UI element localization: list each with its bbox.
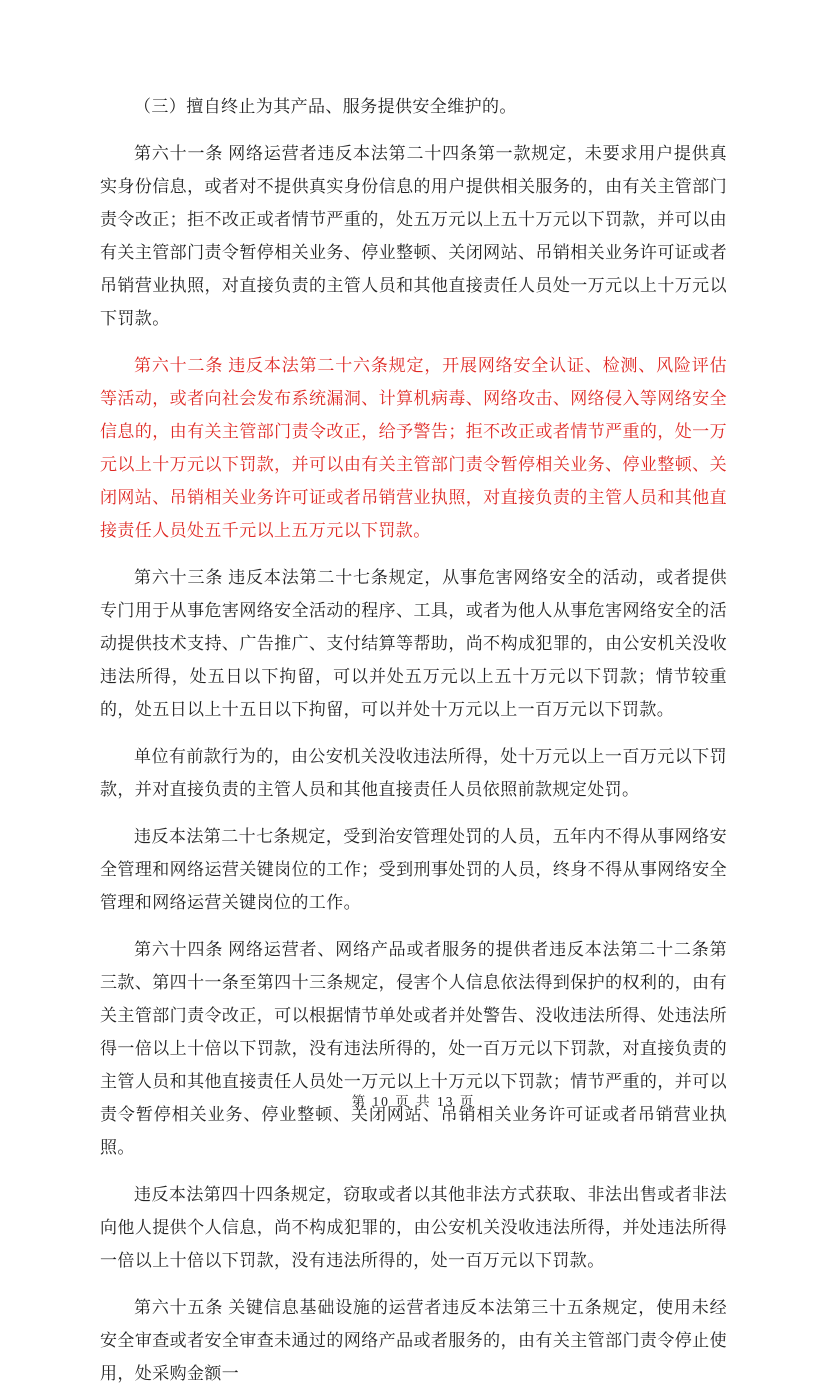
paragraph-article-64-data-theft: 违反本法第四十四条规定，窃取或者以其他非法方式获取、非法出售或者非法向他人提供个人信息，尚不构成犯罪的，由公安机关没收违法所得，并处违法所得一倍以上十倍以下罚款，没有违法所得的，处一百万元以下罚款。 bbox=[100, 1185, 727, 1270]
paragraph-article-63-personnel-ban: 违反本法第二十七条规定，受到治安管理处罚的人员，五年内不得从事网络安全管理和网络运营关键岗位的工作；受到刑事处罚的人员，终身不得从事网络安全管理和网络运营关键岗位的工作。 bbox=[100, 827, 727, 912]
paragraph-article-63: 第六十三条 违反本法第二十七条规定，从事危害网络安全的活动，或者提供专门用于从事危害网络安全活动的程序、工具，或者为他人从事危害网络安全的活动提供技术支持、广告推广、支付结算等帮助，尚不构成犯罪的，由公安机关没收违法所得，处五日以下拘留，可以并处五万元以上五十万元以下罚款；情节较重的，处五日以上十五日以下拘留，可以并处十万元以上一百万元以下罚款。 bbox=[100, 568, 727, 719]
paragraph-article-61: 第六十一条 网络运营者违反本法第二十四条第一款规定，未要求用户提供真实身份信息，或者对不提供真实身份信息的用户提供相关服务的，由有关主管部门责令改正；拒不改正或者情节严重的，处五万元以上五十万元以下罚款，并可以由有关主管部门责令暂停相关业务、停业整顿、关闭网站、吊销相关业务许可证或者吊销营业执照，对直接负责的主管人员和其他直接责任人员处一万元以上十万元以下罚款。 bbox=[100, 144, 727, 328]
document-body bbox=[100, 90, 727, 1390]
paragraph-article-64: 第六十四条 网络运营者、网络产品或者服务的提供者违反本法第二十二条第三款、第四十一条至第四十三条规定，侵害个人信息依法得到保护的权利的，由有关主管部门责令改正，可以根据情节单处或者并处警告、没收违法所得、处违法所得一倍以上十倍以下罚款，没有违法所得的，处一百万元以下罚款，对直接负责的主管人员和其他直接责任人员处一万元以上十万元以下罚款；情节严重的，并可以责令暂停相关业务、停业整顿、关闭网站、吊销相关业务许可证或者吊销营业执照。 bbox=[100, 940, 727, 1157]
paragraph-article-62-highlighted: 第六十二条 违反本法第二十六条规定，开展网络安全认证、检测、风险评估等活动，或者向社会发布系统漏洞、计算机病毒、网络攻击、网络侵入等网络安全信息的，由有关主管部门责令改正，给予警告；拒不改正或者情节严重的，处一万元以上十万元以下罚款，并可以由有关主管部门责令暂停相关业务、停业整顿、关闭网站、吊销相关业务许可证或者吊销营业执照，对直接负责的主管人员和其他直接责任人员处五千元以上五万元以下罚款。 bbox=[100, 356, 727, 540]
paragraph-clause-3: （三）擅自终止为其产品、服务提供安全维护的。 bbox=[134, 97, 517, 116]
paragraph-article-63-unit-violation: 单位有前款行为的，由公安机关没收违法所得，处十万元以上一百万元以下罚款，并对直接负责的主管人员和其他直接责任人员依照前款规定处罚。 bbox=[100, 747, 727, 799]
page-number-footer: 第 10 页 共 13 页 bbox=[351, 1094, 476, 1109]
paragraph-article-65: 第六十五条 关键信息基础设施的运营者违反本法第三十五条规定，使用未经安全审查或者安全审查未通过的网络产品或者服务的，由有关主管部门责令停止使用，处采购金额一 bbox=[100, 1298, 727, 1383]
